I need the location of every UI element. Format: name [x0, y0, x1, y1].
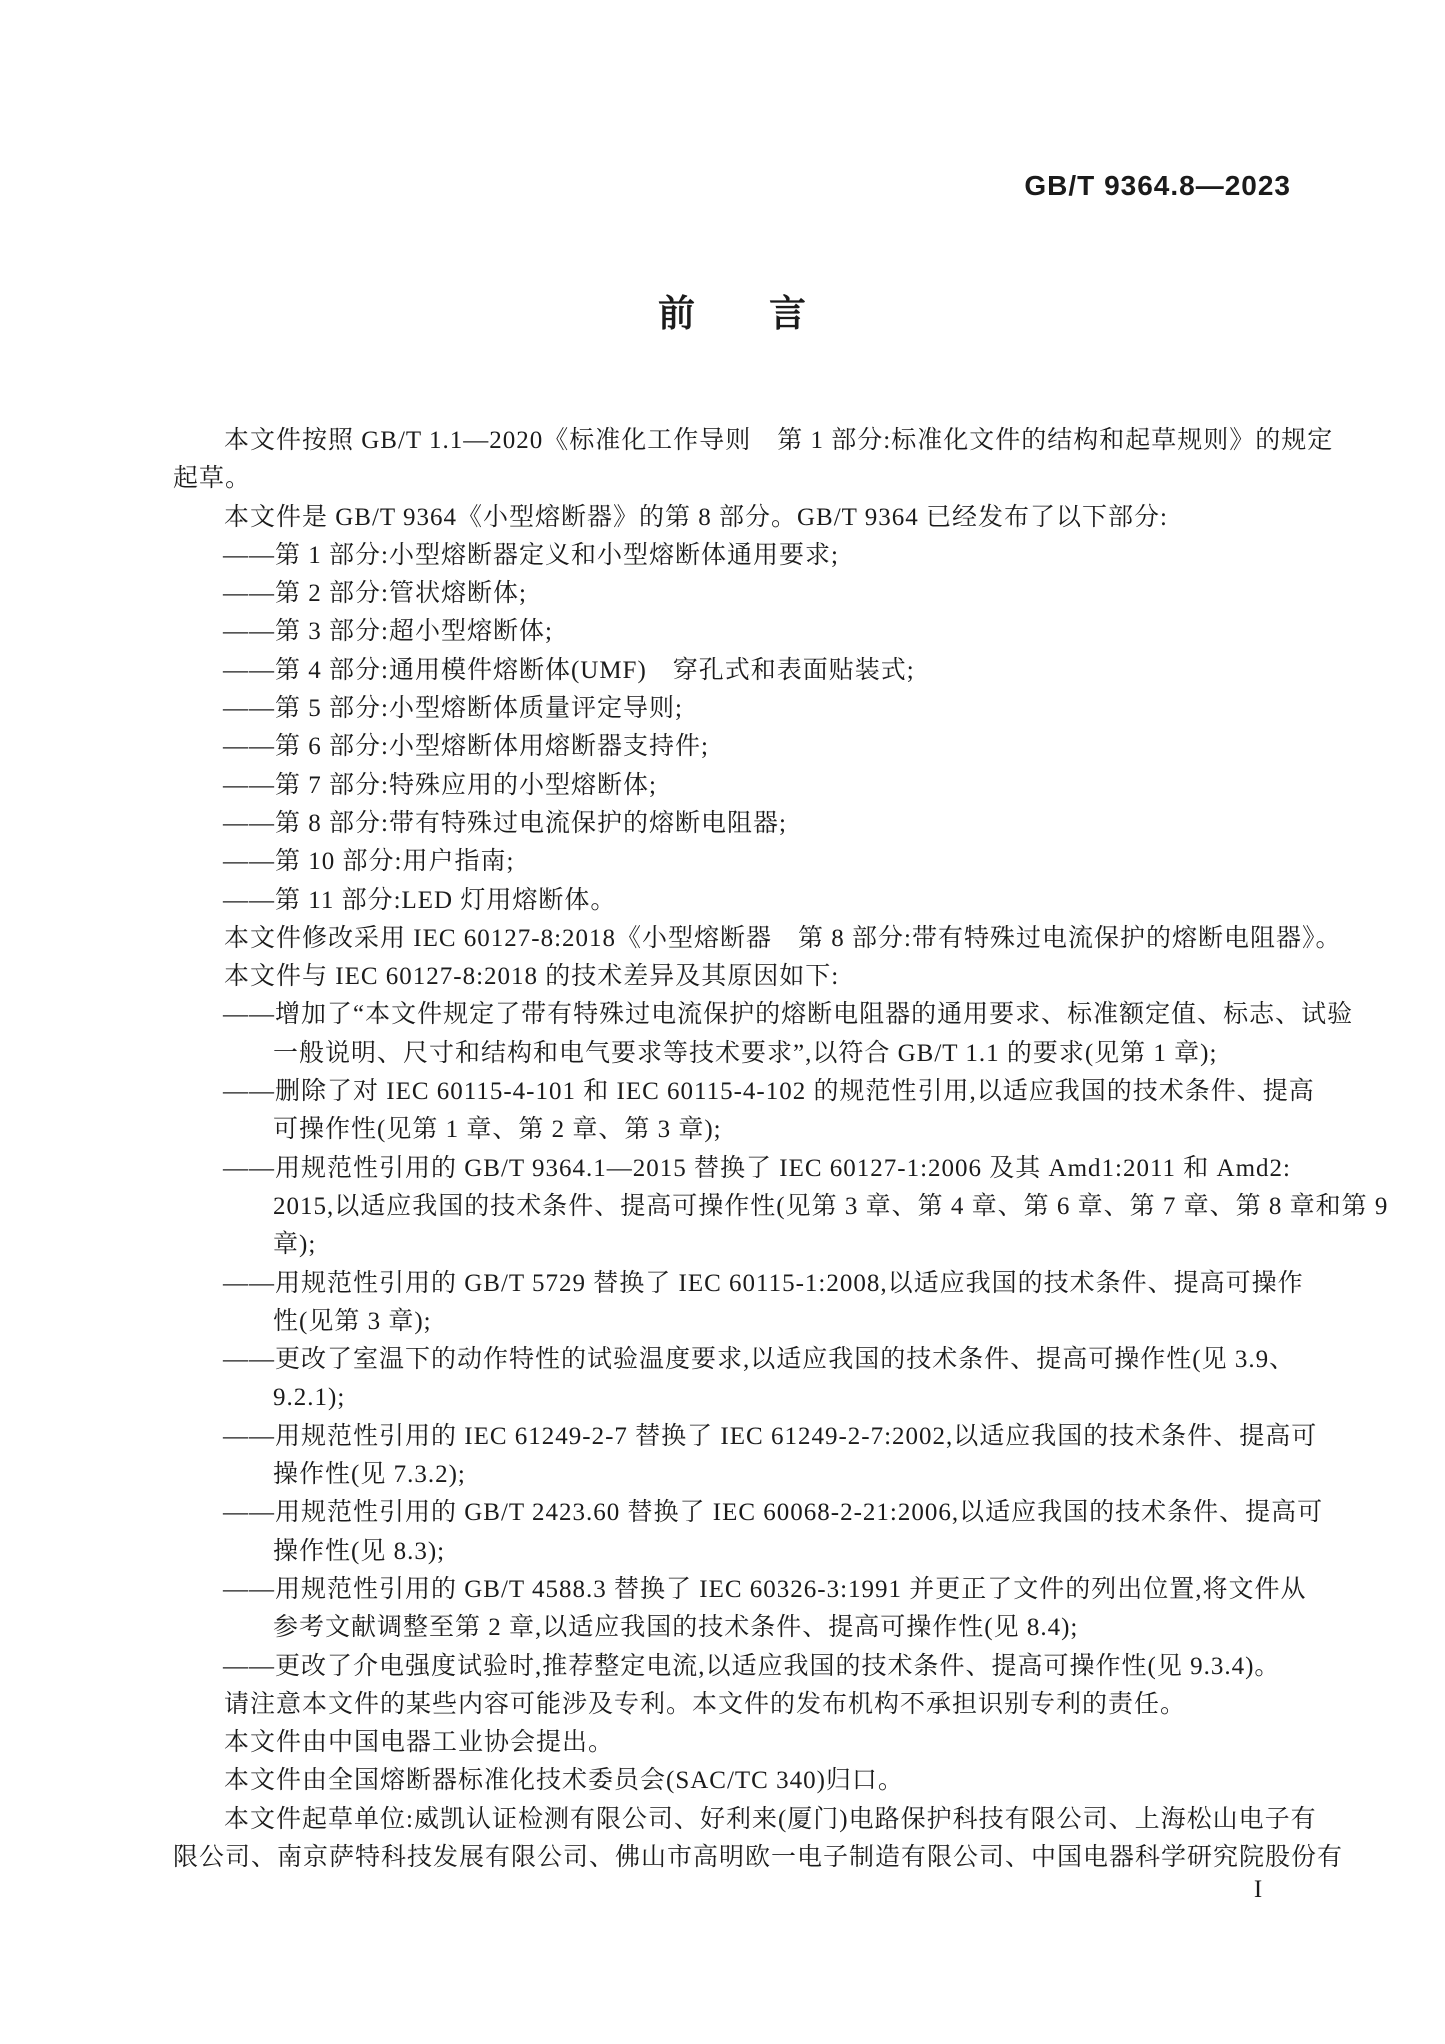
- text-line: ——第 8 部分:带有特殊过电流保护的熔断电阻器;: [223, 809, 787, 837]
- text-line: ——用规范性引用的 GB/T 5729 替换了 IEC 60115-1:2008,以适应我国的技术条件、提高可操作: [223, 1269, 1304, 1297]
- foreword-title: 前 言: [658, 293, 806, 334]
- text-line: 2015,以适应我国的技术条件、提高可操作性(见第 3 章、第 4 章、第 6 章、第 7 章、第 8 章和第 9: [273, 1192, 1389, 1220]
- text-line: 一般说明、尺寸和结构和电气要求等技术要求”,以符合 GB/T 1.1 的要求(见第 1 章);: [273, 1039, 1218, 1067]
- text-line: 请注意本文件的某些内容可能涉及专利。本文件的发布机构不承担识别专利的责任。: [224, 1690, 1187, 1718]
- text-line: ——用规范性引用的 IEC 61249-2-7 替换了 IEC 61249-2-7:2002,以适应我国的技术条件、提高可: [223, 1422, 1318, 1450]
- text-line: ——第 6 部分:小型熔断体用熔断器支持件;: [223, 733, 709, 761]
- text-line: 本文件由全国熔断器标准化技术委员会(SAC/TC 340)归口。: [224, 1767, 904, 1795]
- text-line: ——第 10 部分:用户指南;: [223, 848, 515, 876]
- text-line: ——更改了介电强度试验时,推荐整定电流,以适应我国的技术条件、提高可操作性(见 9.3.4)。: [223, 1652, 1281, 1680]
- text-line: 可操作性(见第 1 章、第 2 章、第 3 章);: [273, 1116, 722, 1144]
- text-line: ——用规范性引用的 GB/T 4588.3 替换了 IEC 60326-3:1991 并更正了文件的列出位置,将文件从: [223, 1575, 1307, 1603]
- text-line: ——删除了对 IEC 60115-4-101 和 IEC 60115-4-102 的规范性引用,以适应我国的技术条件、提高: [223, 1078, 1315, 1106]
- text-line: 9.2.1);: [273, 1384, 346, 1412]
- text-line: 性(见第 3 章);: [273, 1307, 432, 1335]
- text-line: ——第 3 部分:超小型熔断体;: [223, 618, 553, 646]
- text-line: 本文件按照 GB/T 1.1—2020《标准化工作导则 第 1 部分:标准化文件的结构和起草规则》的规定: [224, 427, 1334, 454]
- text-line: 起草。: [173, 465, 252, 493]
- text-line: 本文件与 IEC 60127-8:2018 的技术差异及其原因如下:: [224, 963, 840, 991]
- text-line: ——更改了室温下的动作特性的试验温度要求,以适应我国的技术条件、提高可操作性(见 3.9、: [223, 1346, 1296, 1374]
- text-line: 操作性(见 7.3.2);: [273, 1461, 466, 1489]
- text-line: ——增加了“本文件规定了带有特殊过电流保护的熔断电阻器的通用要求、标准额定值、标志、试验: [223, 1001, 1354, 1029]
- text-line: 本文件起草单位:威凯认证检测有限公司、好利来(厦门)电路保护科技有限公司、上海松山电子有: [224, 1805, 1317, 1833]
- text-line: ——第 5 部分:小型熔断体质量评定导则;: [223, 695, 683, 723]
- text-line: 本文件是 GB/T 9364《小型熔断器》的第 8 部分。GB/T 9364 已经发布了以下部分:: [224, 503, 1168, 531]
- text-line: ——第 1 部分:小型熔断器定义和小型熔断体通用要求;: [223, 541, 839, 569]
- text-line: ——第 11 部分:LED 灯用熔断体。: [223, 886, 617, 914]
- text-line: 操作性(见 8.3);: [273, 1537, 446, 1565]
- text-line: ——用规范性引用的 GB/T 2423.60 替换了 IEC 60068-2-21:2006,以适应我国的技术条件、提高可: [223, 1499, 1324, 1527]
- text-line: 章);: [273, 1231, 317, 1259]
- page-number: I: [1253, 1876, 1263, 1903]
- text-line: ——第 2 部分:管状熔断体;: [223, 580, 527, 608]
- text-line: ——第 7 部分:特殊应用的小型熔断体;: [223, 771, 657, 799]
- text-line: 参考文献调整至第 2 章,以适应我国的技术条件、提高可操作性(见 8.4);: [273, 1614, 1079, 1642]
- text-line: ——第 4 部分:通用模件熔断体(UMF) 穿孔式和表面贴装式;: [223, 656, 915, 684]
- text-line: ——用规范性引用的 GB/T 9364.1—2015 替换了 IEC 60127-1:2006 及其 Amd1:2011 和 Amd2:: [223, 1154, 1292, 1182]
- foreword-body: [173, 422, 1389, 1877]
- standard-number: GB/T 9364.8—2023: [1024, 170, 1291, 201]
- text-line: 本文件修改采用 IEC 60127-8:2018《小型熔断器 第 8 部分:带有特殊过电流保护的熔断电阻器》。: [224, 924, 1342, 952]
- text-line: 本文件由中国电器工业协会提出。: [224, 1729, 615, 1757]
- text-line: 限公司、南京萨特科技发展有限公司、佛山市高明欧一电子制造有限公司、中国电器科学研究院股份有: [173, 1843, 1344, 1871]
